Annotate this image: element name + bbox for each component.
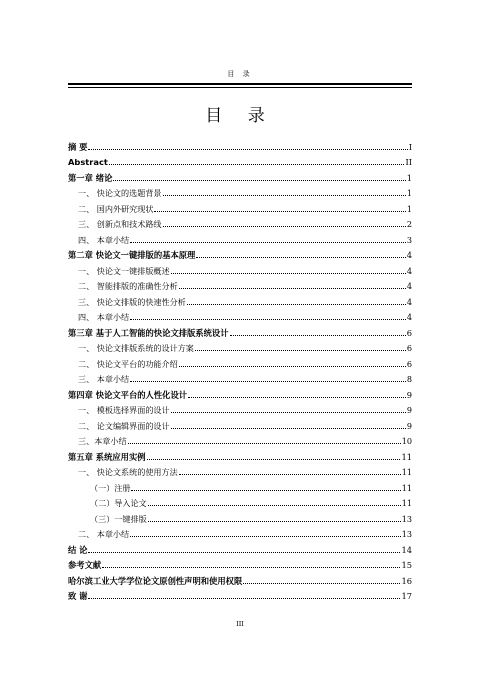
running-header: 目 录	[227, 70, 253, 78]
toc-entry[interactable]	[68, 214, 412, 230]
toc-entry-label: 三、 快论文排版的快速性分析	[78, 296, 186, 307]
toc-entry-page: 1	[406, 203, 412, 214]
toc-entry-label: （一）注册	[90, 482, 131, 493]
toc-entry[interactable]	[68, 152, 412, 168]
toc-title: 目 录	[205, 106, 275, 126]
toc-entry[interactable]	[68, 384, 412, 400]
toc-entry[interactable]	[68, 586, 412, 602]
toc-entry[interactable]	[68, 415, 412, 431]
toc-dot-leader	[195, 350, 406, 351]
toc-entry-label: 致 谢	[68, 591, 88, 601]
toc-entry-page: 11	[401, 451, 412, 462]
toc-dot-leader	[113, 180, 405, 181]
toc-entry[interactable]	[68, 291, 412, 307]
toc-entry-label: 三、 创新点和技术路线	[78, 219, 162, 229]
toc-entry-label: 三、本章小结	[78, 436, 127, 446]
toc-entry-page: II	[405, 157, 412, 167]
toc-entry-page: 4	[406, 312, 412, 322]
toc-entry-label: 二、 国内外研究现状	[78, 203, 154, 214]
toc-dot-leader	[148, 505, 401, 506]
toc-dot-leader	[88, 552, 400, 553]
toc-entry-page: 1	[406, 188, 412, 198]
header-rule-thick	[68, 83, 412, 85]
toc-dot-leader	[163, 226, 406, 227]
toc-entry-label: 一、 快论文排版系统的设计方案	[78, 343, 194, 353]
toc-entry-page: 14	[401, 544, 412, 555]
toc-entry-label: 二、 论文编辑界面的设计	[78, 420, 170, 431]
toc-entry-label: 参考文献	[68, 560, 102, 570]
toc-entry-label: 一、 快论文系统的使用方法	[78, 467, 178, 477]
toc-entry-page: 15	[401, 560, 412, 570]
toc-entry-page: 9	[406, 405, 412, 415]
toc-entry-page: 9	[406, 389, 412, 400]
toc-entry-label: Abstract	[68, 157, 108, 167]
toc-entry-page: 4	[406, 265, 412, 276]
toc-dot-leader	[154, 211, 405, 212]
toc-entry-page: 9	[406, 420, 412, 431]
toc-entry-page: 13	[401, 529, 412, 539]
toc-entry-page: 17	[401, 591, 412, 601]
toc-entry-label: 四、 本章小结	[78, 234, 130, 245]
toc-entry-page: 11	[401, 467, 412, 477]
toc-entry-label: 结 论	[68, 544, 88, 555]
toc-entry-label: 三、 本章小结	[78, 374, 130, 384]
toc-entry[interactable]	[68, 307, 412, 323]
toc-dot-leader	[179, 474, 401, 475]
toc-entry[interactable]	[68, 570, 412, 586]
toc-entry[interactable]	[68, 477, 412, 493]
toc-entry[interactable]	[68, 276, 412, 292]
toc-entry-page: 10	[401, 436, 412, 446]
toc-entry[interactable]	[68, 369, 412, 385]
toc-entry-page: 11	[401, 482, 412, 493]
toc-dot-leader	[243, 583, 400, 584]
toc-dot-leader	[88, 598, 400, 599]
toc-entry[interactable]	[68, 245, 412, 261]
toc-entry[interactable]	[68, 260, 412, 276]
toc-entry-label: （二）导入论文	[90, 498, 147, 508]
toc-entry-page: 4	[406, 250, 412, 260]
toc-dot-leader	[179, 366, 406, 367]
toc-dot-leader	[102, 567, 400, 568]
toc-entry[interactable]	[68, 167, 412, 183]
toc-entry-page: 6	[406, 327, 412, 338]
toc-entry[interactable]	[68, 493, 412, 509]
toc-entry-page: 6	[406, 343, 412, 353]
toc-dot-leader	[130, 381, 406, 382]
toc-entry-page: 4	[406, 296, 412, 307]
toc-entry[interactable]	[68, 353, 412, 369]
toc-entry[interactable]	[68, 524, 412, 540]
header-rule-thin	[68, 87, 412, 88]
toc-dot-leader	[130, 536, 401, 537]
toc-entry[interactable]	[68, 229, 412, 245]
toc-entry[interactable]	[68, 400, 412, 416]
toc-entry[interactable]	[68, 322, 412, 338]
toc-entry[interactable]	[68, 431, 412, 447]
toc-entry-label: 第三章 基于人工智能的快论文排版系统设计	[68, 327, 229, 338]
toc-dot-leader	[163, 195, 406, 196]
toc-entry-label: 二、 本章小结	[78, 529, 130, 539]
toc-entry-page: 4	[406, 281, 412, 291]
toc-dot-leader	[109, 164, 405, 165]
toc-entry[interactable]	[68, 136, 412, 152]
toc-dot-leader	[128, 443, 401, 444]
toc-dot-leader	[130, 319, 406, 320]
toc-dot-leader	[171, 428, 406, 429]
toc-entry-page: 3	[406, 234, 412, 245]
toc-entry-label: 哈尔滨工业大学学位论文原创性声明和使用权限	[68, 575, 243, 586]
toc-dot-leader	[147, 459, 401, 460]
toc-dot-leader	[171, 412, 406, 413]
toc-dot-leader	[130, 242, 406, 243]
toc-entry-label: （三）一键排版	[90, 513, 147, 524]
toc-entry-label: 一、 模板选择界面的设计	[78, 405, 170, 415]
toc-entry[interactable]	[68, 555, 412, 571]
toc-entry[interactable]	[68, 539, 412, 555]
toc-entry-label: 一、 快论文的选题背景	[78, 188, 162, 198]
toc-entry[interactable]	[68, 462, 412, 478]
toc-entry-label: 二、 快论文平台的功能介绍	[78, 358, 178, 369]
toc-dot-leader	[187, 304, 406, 305]
toc-entry[interactable]	[68, 508, 412, 524]
toc-entry-label: 摘 要	[68, 141, 88, 152]
toc-entry-page: 16	[401, 575, 412, 586]
toc-entry-page: 6	[406, 358, 412, 369]
toc-dot-leader	[171, 273, 406, 274]
toc-dot-leader	[188, 397, 406, 398]
toc-entry[interactable]	[68, 338, 412, 354]
toc-entry-label: 第二章 快论文一键排版的基本原理	[68, 250, 196, 260]
table-of-contents	[68, 136, 412, 601]
toc-entry[interactable]	[68, 183, 412, 199]
toc-entry-label: 第五章 系统应用实例	[68, 451, 146, 462]
toc-entry-page: 8	[406, 374, 412, 384]
toc-entry-label: 四、 本章小结	[78, 312, 130, 322]
toc-dot-leader	[148, 521, 401, 522]
toc-entry-label: 第四章 快论文平台的人性化设计	[68, 389, 188, 400]
toc-entry-label: 第一章 绪论	[68, 172, 113, 183]
toc-entry[interactable]	[68, 198, 412, 214]
toc-entry-label: 二、 智能排版的准确性分析	[78, 281, 178, 291]
toc-dot-leader	[179, 288, 406, 289]
toc-dot-leader	[88, 149, 407, 150]
toc-entry-page: I	[408, 141, 412, 152]
toc-entry-page: 13	[401, 513, 412, 524]
toc-entry-label: 一、 快论文一键排版概述	[78, 265, 170, 276]
page-number-footer: III	[236, 620, 244, 628]
toc-dot-leader	[230, 335, 406, 336]
toc-entry-page: 1	[406, 172, 412, 183]
toc-entry-page: 2	[406, 219, 412, 229]
toc-dot-leader	[131, 490, 400, 491]
toc-dot-leader	[196, 257, 405, 258]
toc-entry-page: 11	[401, 498, 412, 508]
toc-entry[interactable]	[68, 446, 412, 462]
